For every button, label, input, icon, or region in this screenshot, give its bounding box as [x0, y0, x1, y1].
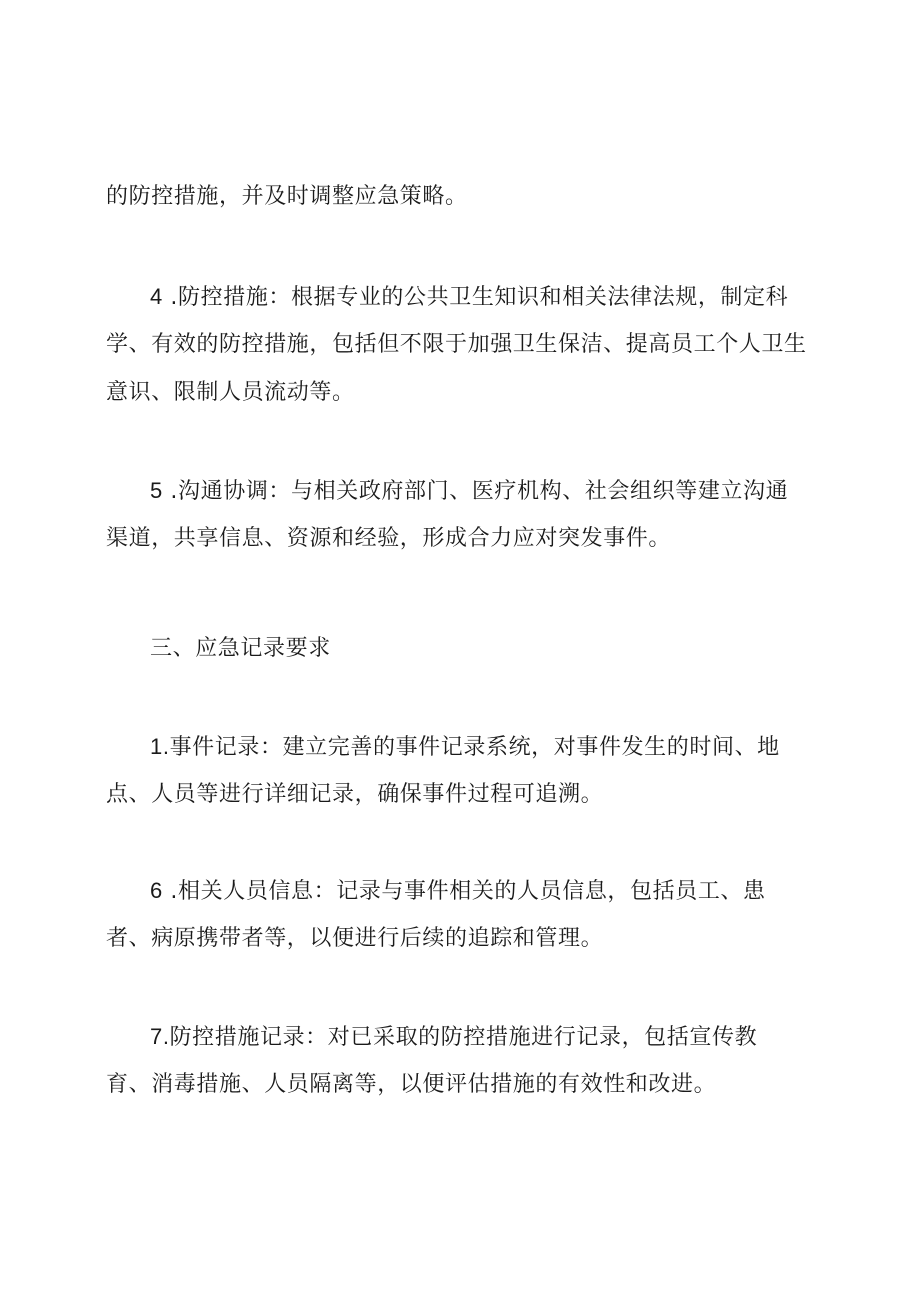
section-heading — [150, 634, 331, 664]
item-number: 5 — [150, 478, 163, 503]
line-text: 点、人员等进行详细记录，确保事件过程可追溯。 — [106, 782, 604, 807]
record-7-line-2 — [106, 1070, 716, 1100]
line-text: 意识、限制人员流动等。 — [106, 380, 355, 405]
item-number: 1. — [150, 734, 170, 759]
item-5-line-1 — [150, 476, 788, 507]
item-5-line-2 — [106, 524, 671, 554]
line-text: .防控措施：根据专业的公共卫生知识和相关法律法规，制定科 — [162, 285, 789, 310]
line-text: 者、病原携带者等，以便进行后续的追踪和管理。 — [106, 926, 604, 951]
item-number: 7. — [150, 1024, 170, 1049]
line-text: 育、消毒措施、人员隔离等，以便评估措施的有效性和改进。 — [106, 1072, 717, 1097]
paragraph-continuation-line — [106, 182, 468, 212]
line-text: .相关人员信息：记录与事件相关的人员信息，包括员工、患 — [162, 879, 766, 904]
line-text: 渠道，共享信息、资源和经验，形成合力应对突发事件。 — [106, 526, 672, 551]
record-1-line-2 — [106, 780, 603, 810]
line-text: 防控措施记录：对已采取的防控措施进行记录，包括宣传教 — [169, 1025, 758, 1050]
section-title: 三、应急记录要求 — [150, 636, 331, 661]
record-6-line-2 — [106, 924, 603, 954]
record-6-line-1 — [150, 876, 766, 907]
item-4-line-2 — [106, 330, 807, 360]
record-7-line-1 — [150, 1022, 757, 1053]
item-number: 6 — [150, 878, 163, 903]
record-1-line-1 — [150, 732, 780, 763]
line-text: 事件记录：建立完善的事件记录系统，对事件发生的时间、地 — [169, 735, 780, 760]
line-text: .沟通协调：与相关政府部门、医疗机构、社会组织等建立沟通 — [162, 479, 789, 504]
line-text: 的防控措施，并及时调整应急策略。 — [106, 184, 468, 209]
item-number: 4 — [150, 284, 163, 309]
item-4-line-3 — [106, 378, 355, 408]
line-text: 学、有效的防控措施，包括但不限于加强卫生保洁、提高员工个人卫生 — [106, 332, 807, 357]
item-4-line-1 — [150, 282, 788, 313]
